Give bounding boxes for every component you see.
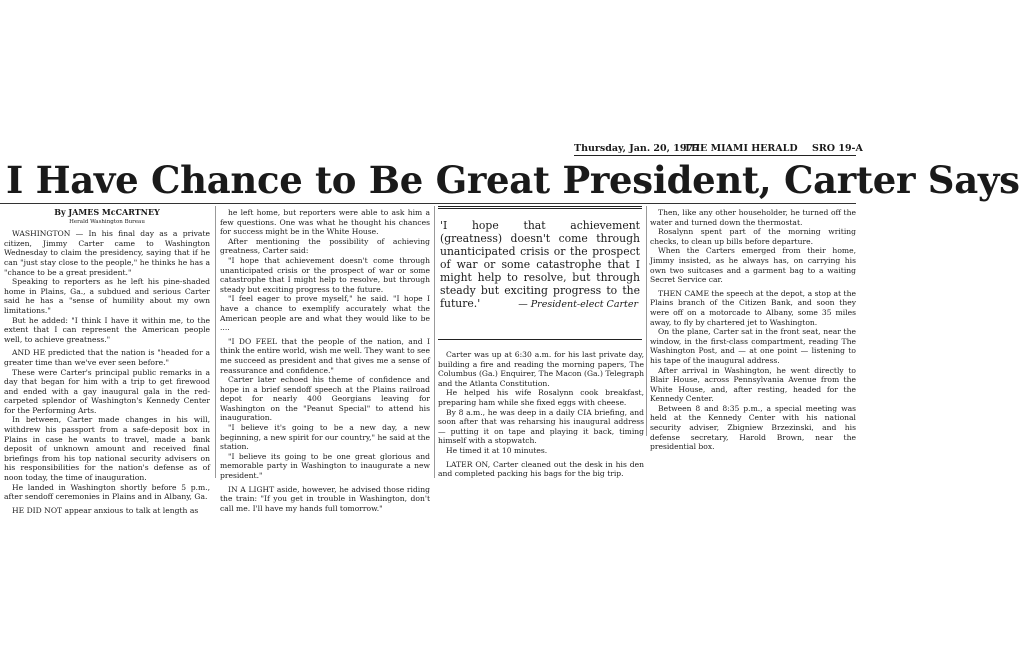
headline-rule — [0, 203, 856, 204]
paragraph: IN A LIGHT aside, however, he advised those riding the train: "If you get in trouble in Washington, don't call me. I'll have my hands full tomorrow." — [220, 484, 430, 513]
paragraph: Then, like any other householder, he turned off the water and turned down the thermostat. — [650, 208, 856, 227]
paragraph: He landed in Washington shortly before 5 p.m., after sendoff ceremonies in Plains and in Albany, Ga. — [4, 482, 210, 502]
page-number: SRO 19-A — [812, 143, 863, 154]
bureau: Herald Washington Bureau — [69, 218, 145, 225]
paragraph: After mentioning the possibility of achieving greatness, Carter said: — [220, 236, 430, 256]
column-divider — [434, 206, 435, 478]
paragraph: He helped his wife Rosalynn cook breakfast, preparing ham while she fixed eggs with cheese. — [438, 388, 644, 407]
paragraph: "I feel eager to prove myself," he said. "I hope I have a chance to exemplify accurately what the American people are and what they would like to be .... — [220, 294, 430, 333]
article-column-3 — [438, 350, 644, 479]
paragraph: THEN CAME the speech at the depot, a stop at the Plains branch of the Citizen Bank, and soon they were off on a motorcade to Albany, some 35 miles away, to fly by chartered jet to Washington. — [650, 288, 856, 327]
paragraph: By 8 a.m., he was deep in a daily CIA briefing, and soon after that was reharsing his inaugural address — putting it on tape and playing it back, timing himself with a stopwatch. — [438, 407, 644, 446]
date: Thursday, Jan. 20, 1977 — [574, 143, 700, 154]
paragraph: Between 8 and 8:35 p.m., a special meeting was held at the Kennedy Center with his national security adviser, Zbigniew Brzezinski, and his defense secretary, Harold Brown, near the presidential box. — [650, 403, 856, 452]
pull-quote — [438, 206, 642, 340]
paragraph: Carter later echoed his theme of confidence and hope in a brief sendoff speech at the Plains railroad depot for nearly 400 Georgians leaving for Washington on the "Peanut Special" to attend his inauguration. — [220, 375, 430, 423]
paragraph: HE DID NOT appear anxious to talk at length as — [12, 505, 199, 515]
paragraph: In between, Carter made changes in his will, withdrew his passport from a safe-deposit box in Plains in case he wants to travel, made a bank deposit of unknown amount and received final briefings from his top national security advisers on his responsibilities for the nation's defense as of noon today, the time of inauguration. — [4, 415, 210, 483]
article-column-4 — [650, 208, 856, 452]
paragraph: When the Carters emerged from their home, Jimmy insisted, as he always has, on carrying his own two suitcases and a garment bag to a waiting Secret Service car. — [650, 246, 856, 285]
paragraph: "I DO FEEL that the people of the nation, and I think the entire world, wish me well. They want to see me succeed as president and that gives me a sense of reassurance and confidence." — [220, 336, 430, 375]
headline: I Have Chance to Be Great President, Carter Says — [6, 158, 1020, 202]
paragraph: These were Carter's principal public remarks in a day that began for him with a trip to get firewood and ended with a gay inaugural gala in the red-carpeted splendor of Washington's Kennedy Center for the Performing Arts. — [4, 367, 210, 415]
paragraph: WASHINGTON — In his final day as a private citizen, Jimmy Carter came to Washington Wednesday to claim the presidency, saying that if he can "just stay close to the people," he thinks he has a "chance to be a great president." — [4, 229, 210, 277]
paragraph: Speaking to reporters as he left his pine-shaded home in Plains, Ga., a subdued and serious Carter said he has a "sense of humility about my own limitations." — [4, 277, 210, 315]
paragraph: LATER ON, Carter cleaned out the desk in his den and completed packing his bags for the big trip. — [438, 459, 644, 479]
paragraph: "I believe it's going to be a new day, a new beginning, a new spirit for our country," he said at the station. — [220, 423, 430, 452]
paragraph: Carter was up at 6:30 a.m. for his last private day, building a fire and reading the morning papers, The Columbus (Ga.) Enquirer, The Macon (Ga.) Telegraph and the Atlanta Constitution. — [438, 350, 644, 388]
top-rule — [574, 155, 856, 156]
paragraph: On the plane, Carter sat in the front seat, near the window, in the first-class compartment, reading The Washington Post, and — at one point — listening to his tape of the inaugural address. — [650, 327, 856, 365]
paragraph: AND HE predicted that the nation is "headed for a greater time than we've ever seen before." — [4, 348, 210, 367]
column-divider — [215, 206, 216, 478]
paragraph: After arrival in Washington, he went directly to Blair House, across Pennsylvania Avenue from the White House, and, after resting, headed for the Kennedy Center. — [650, 365, 856, 404]
byline: By JAMES McCARTNEY — [54, 207, 160, 217]
pull-quote-text: 'I hope that achievement (greatness) doesn't come through unanticipated crisis or the prospect of war or some catastrophe that I might help to resolve, but through steady but exciting progress to the future.' — [440, 219, 640, 310]
paragraph: "I believe its going to be one great glorious and memorable party in Washington to inaugurate a new president." — [220, 451, 430, 481]
newspaper-name: THE MIAMI HERALD — [684, 143, 798, 154]
paragraph: He timed it at 10 minutes. — [446, 445, 548, 455]
column-divider — [646, 206, 647, 436]
paragraph: Rosalynn spent part of the morning writing checks, to clean up bills before departure. — [650, 227, 856, 246]
paragraph: "I hope that achievement doesn't come through unanticipated crisis or the prospect of war or some catastrophe that I might help to resolve, but through steady but exciting progress to the future. — [220, 255, 430, 294]
pull-quote-attribution: — President-elect Carter — [518, 299, 638, 310]
article-column-1 — [4, 207, 210, 515]
paragraph: But he added: "I think I have it within me, to the extent that I can represent the American people well, to achieve greatness." — [4, 315, 210, 344]
paragraph: he left home, but reporters were able to ask him a few questions. One was what he thought his chances for success might be in the White House. — [220, 208, 430, 237]
article-column-2 — [220, 208, 430, 513]
